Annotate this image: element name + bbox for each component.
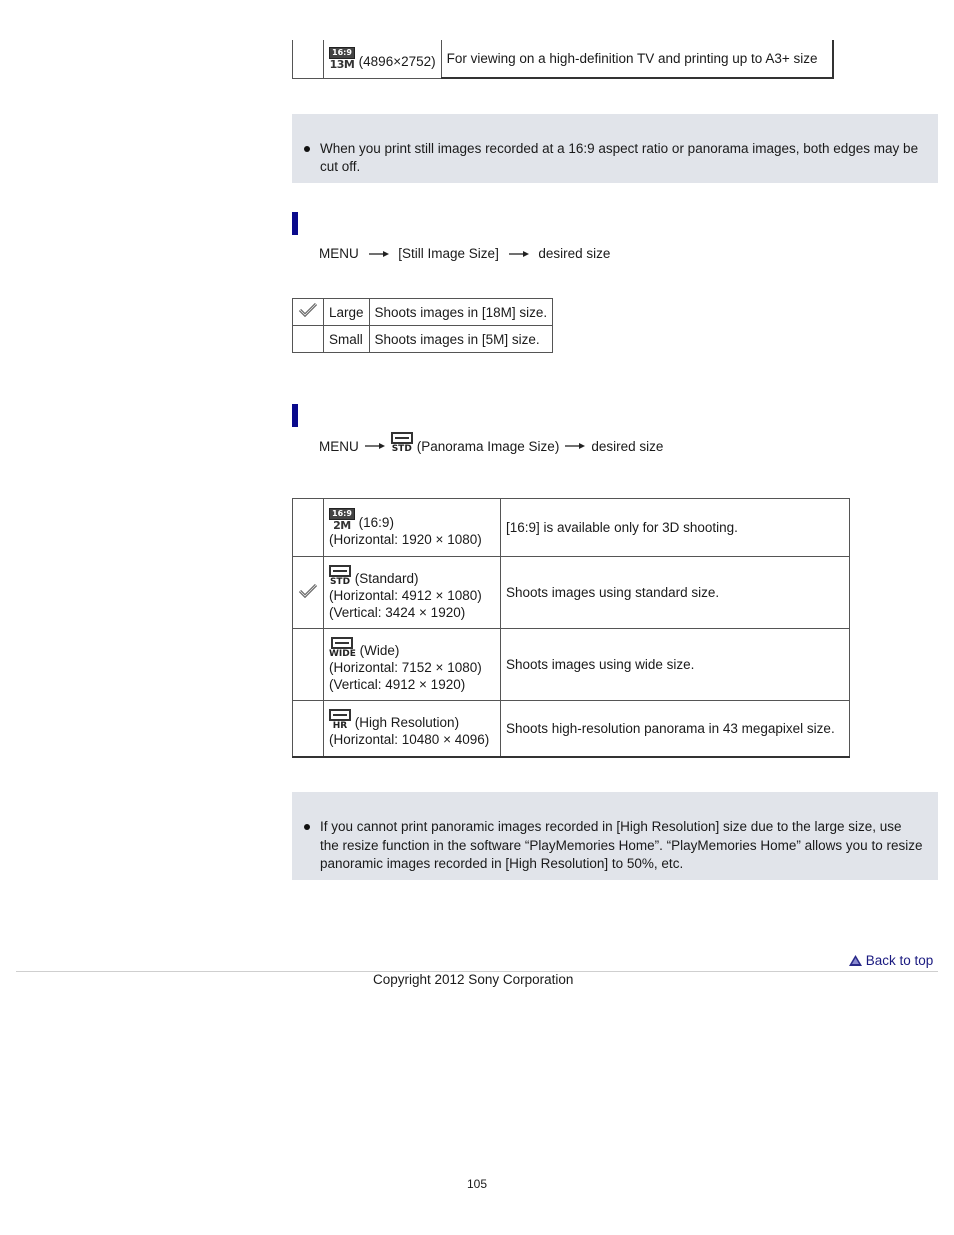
note-bullet	[304, 818, 924, 874]
menu-target: desired size	[538, 246, 611, 261]
arrow-right-icon	[365, 442, 385, 450]
size-dimension: (Vertical: 4912 × 1920)	[329, 676, 466, 692]
table-row	[293, 499, 850, 557]
size-description: [16:9] is available only for 3D shooting.	[501, 499, 850, 557]
size-description: Shoots images in [5M] size.	[369, 326, 553, 353]
arrow-right-icon	[565, 442, 585, 450]
still-image-size-table	[292, 298, 553, 353]
aspect-16-9-13m-icon: 16:9 13M	[329, 48, 355, 72]
check-cell	[293, 701, 324, 757]
size-dimension: (Horizontal: 7152 × 1080)	[329, 659, 482, 675]
size-cell	[324, 499, 501, 557]
table-row	[293, 701, 850, 757]
note-bullet	[304, 140, 922, 176]
size-dimension: (Vertical: 3424 × 1920)	[329, 604, 466, 620]
image-size-table-fragment	[292, 40, 834, 79]
bullet-icon	[304, 146, 310, 152]
menu-item: (Panorama Image Size)	[416, 439, 560, 454]
check-cell	[293, 499, 324, 557]
size-title: (Wide)	[359, 642, 400, 658]
size-dimension: (Horizontal: 1920 × 1080)	[329, 531, 482, 547]
checkmark-icon	[298, 302, 318, 318]
size-description: Shoots high-resolution panorama in 43 megapixel size.	[501, 701, 850, 757]
size-description: For viewing on a high-definition TV and printing up to A3+ size	[441, 40, 833, 78]
size-cell	[324, 629, 501, 701]
size-name: Small	[324, 326, 370, 353]
checkmark-icon	[298, 583, 318, 599]
panorama-std-icon: STD	[329, 565, 351, 587]
bullet-icon	[304, 824, 310, 830]
size-title: (Standard)	[354, 570, 419, 586]
section-marker	[292, 404, 298, 427]
table-row	[293, 326, 553, 353]
size-description: Shoots images in [18M] size.	[369, 299, 553, 326]
back-to-top-link[interactable]: Back to top	[865, 953, 934, 968]
check-cell	[293, 629, 324, 701]
back-to-top[interactable]	[849, 953, 933, 968]
menu-item: [Still Image Size]	[398, 246, 499, 261]
note-text: When you print still images recorded at a 16:9 aspect ratio or panorama images, both edges may be cut off.	[320, 141, 919, 174]
note-text: If you cannot print panoramic images recorded in [High Resolution] size due to the large size, use the resize function in the software “PlayMemories Home”. “PlayMemories Home” allows you to resize panoramic images recorded in [High Resolution] to 50%, etc.	[320, 819, 923, 871]
size-value: (4896×2752)	[358, 54, 436, 70]
panorama-size-table	[292, 498, 850, 758]
check-cell	[293, 40, 324, 78]
menu-label: MENU	[319, 439, 359, 454]
size-cell	[324, 701, 501, 757]
size-title: (High Resolution)	[354, 714, 460, 730]
size-dimension: (Horizontal: 4912 × 1080)	[329, 587, 482, 603]
size-cell	[324, 557, 501, 629]
copyright: Copyright 2012 Sony Corporation	[373, 972, 574, 987]
panorama-std-icon: STD	[391, 432, 413, 454]
table-row	[293, 557, 850, 629]
arrow-right-icon	[509, 250, 529, 258]
menu-path	[319, 246, 610, 261]
size-description: Shoots images using wide size.	[501, 629, 850, 701]
section-marker	[292, 212, 298, 235]
note-box	[292, 792, 938, 880]
menu-label: MENU	[319, 246, 359, 261]
check-cell	[293, 326, 324, 353]
menu-path	[319, 432, 663, 454]
panorama-hr-icon: HR	[329, 709, 351, 731]
note-box	[292, 114, 938, 183]
panorama-wide-icon: WIDE	[329, 637, 356, 659]
table-row	[293, 629, 850, 701]
menu-target: desired size	[591, 439, 664, 454]
triangle-up-icon	[849, 955, 862, 966]
check-cell	[293, 299, 324, 326]
table-row	[293, 299, 553, 326]
check-cell	[293, 557, 324, 629]
page-number: 105	[467, 1177, 488, 1191]
size-title: (16:9)	[358, 514, 394, 530]
aspect-16-9-2m-icon: 16:9 2M	[329, 508, 355, 531]
arrow-right-icon	[369, 250, 389, 258]
size-cell	[324, 40, 442, 78]
size-description: Shoots images using standard size.	[501, 557, 850, 629]
size-name: Large	[324, 299, 370, 326]
size-dimension: (Horizontal: 10480 × 4096)	[329, 731, 490, 747]
